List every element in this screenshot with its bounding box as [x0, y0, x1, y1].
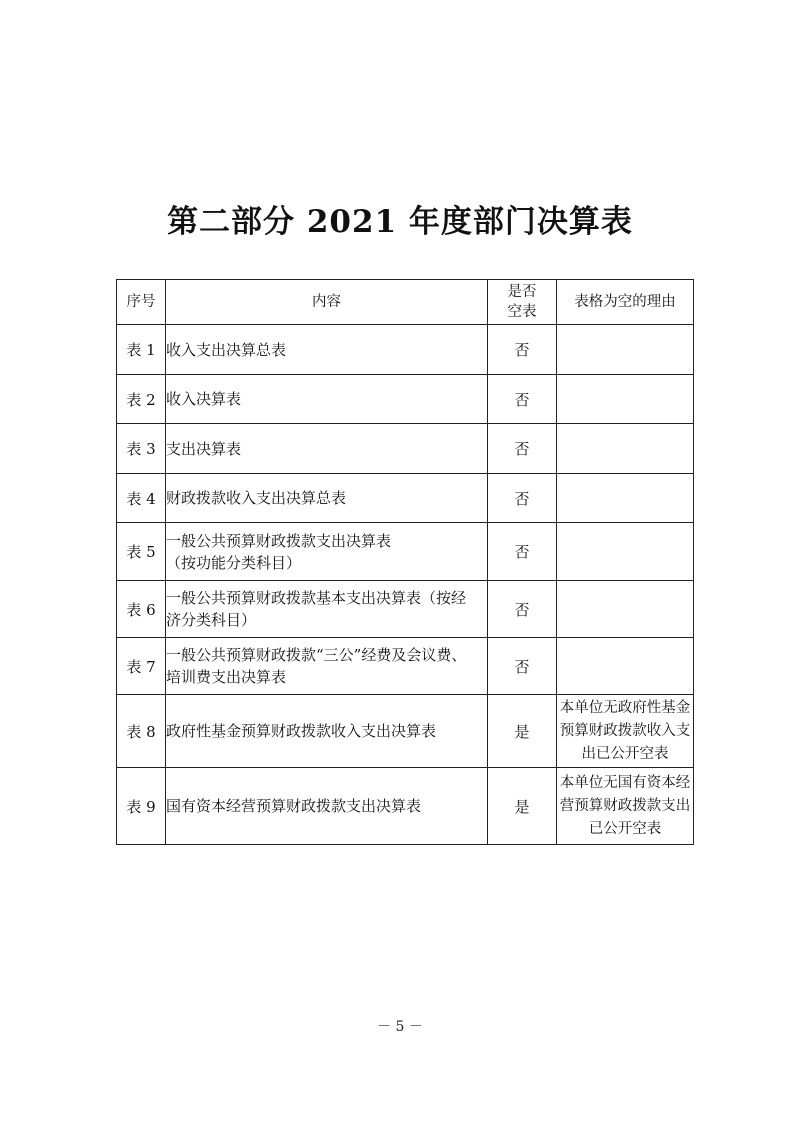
row-reason	[557, 375, 694, 424]
row-content-line1: 收入决算表	[166, 390, 242, 408]
table-row	[117, 523, 694, 581]
row-content	[166, 638, 488, 695]
row-index: 表 3	[117, 424, 166, 474]
header-is-empty-line1: 是否	[507, 284, 537, 300]
header-is-empty-line2: 空表	[507, 304, 537, 320]
table-row	[117, 581, 694, 638]
row-reason	[557, 325, 694, 375]
row-index: 表 1	[117, 325, 166, 375]
row-reason	[557, 638, 694, 695]
row-content-line1: 政府性基金预算财政拨款收入支出决算表	[166, 722, 437, 740]
row-is-empty: 否	[488, 375, 557, 424]
row-content	[166, 375, 488, 424]
row-index: 表 4	[117, 474, 166, 523]
row-reason: 本单位无国有资本经营预算财政拨款支出已公开空表	[557, 768, 694, 845]
row-is-empty: 否	[488, 424, 557, 474]
row-index: 表 2	[117, 375, 166, 424]
row-content-line1: 一般公共预算财政拨款支出决算表	[166, 531, 392, 550]
page-number: － 5 －	[377, 1019, 423, 1035]
row-reason: 本单位无政府性基金预算财政拨款收入支出已公开空表	[557, 695, 694, 768]
row-index: 表 5	[117, 523, 166, 581]
row-is-empty: 否	[488, 581, 557, 638]
table-header-row	[117, 280, 694, 325]
row-content-line1: 收入支出决算总表	[166, 340, 287, 359]
row-content-line1: 一般公共预算财政拨款基本支出决算表（按经	[166, 589, 467, 607]
page-title: 第二部分 2021 年度部门决算表	[167, 204, 633, 240]
row-content	[166, 581, 488, 638]
table-row	[117, 325, 694, 375]
row-content	[166, 474, 488, 523]
row-reason	[557, 523, 694, 581]
row-content	[166, 768, 488, 845]
table-row	[117, 638, 694, 695]
row-is-empty: 否	[488, 638, 557, 695]
row-is-empty: 是	[488, 695, 557, 768]
row-content-line1: 支出决算表	[166, 439, 242, 458]
row-is-empty: 否	[488, 474, 557, 523]
row-content	[166, 424, 488, 474]
row-index: 表 7	[117, 638, 166, 695]
row-index: 表 6	[117, 581, 166, 638]
table-row	[117, 695, 694, 768]
row-is-empty: 否	[488, 523, 557, 581]
budget-table	[116, 279, 694, 845]
row-content-line2: 济分类科目）	[166, 611, 257, 629]
header-is-empty	[488, 280, 557, 325]
row-is-empty: 否	[488, 325, 557, 375]
table-row	[117, 424, 694, 474]
table-row	[117, 375, 694, 424]
row-content-line1: 财政拨款收入支出决算总表	[166, 489, 347, 507]
header-index: 序号	[117, 280, 166, 325]
table-row	[117, 474, 694, 523]
row-content-line1: 一般公共预算财政拨款“三公”经费及会议费、	[166, 646, 467, 664]
row-is-empty: 是	[488, 768, 557, 845]
header-content: 内容	[166, 280, 488, 325]
row-content	[166, 325, 488, 375]
row-reason	[557, 424, 694, 474]
header-reason: 表格为空的理由	[557, 280, 694, 325]
table-row	[117, 768, 694, 845]
row-content	[166, 523, 488, 581]
row-index: 表 8	[117, 695, 166, 768]
row-reason	[557, 474, 694, 523]
row-content	[166, 695, 488, 768]
row-content-line1: 国有资本经营预算财政拨款支出决算表	[166, 797, 422, 815]
row-index: 表 9	[117, 768, 166, 845]
row-content-line2: 培训费支出决算表	[166, 668, 287, 686]
row-reason	[557, 581, 694, 638]
row-content-line2: （按功能分类科目）	[166, 553, 302, 572]
